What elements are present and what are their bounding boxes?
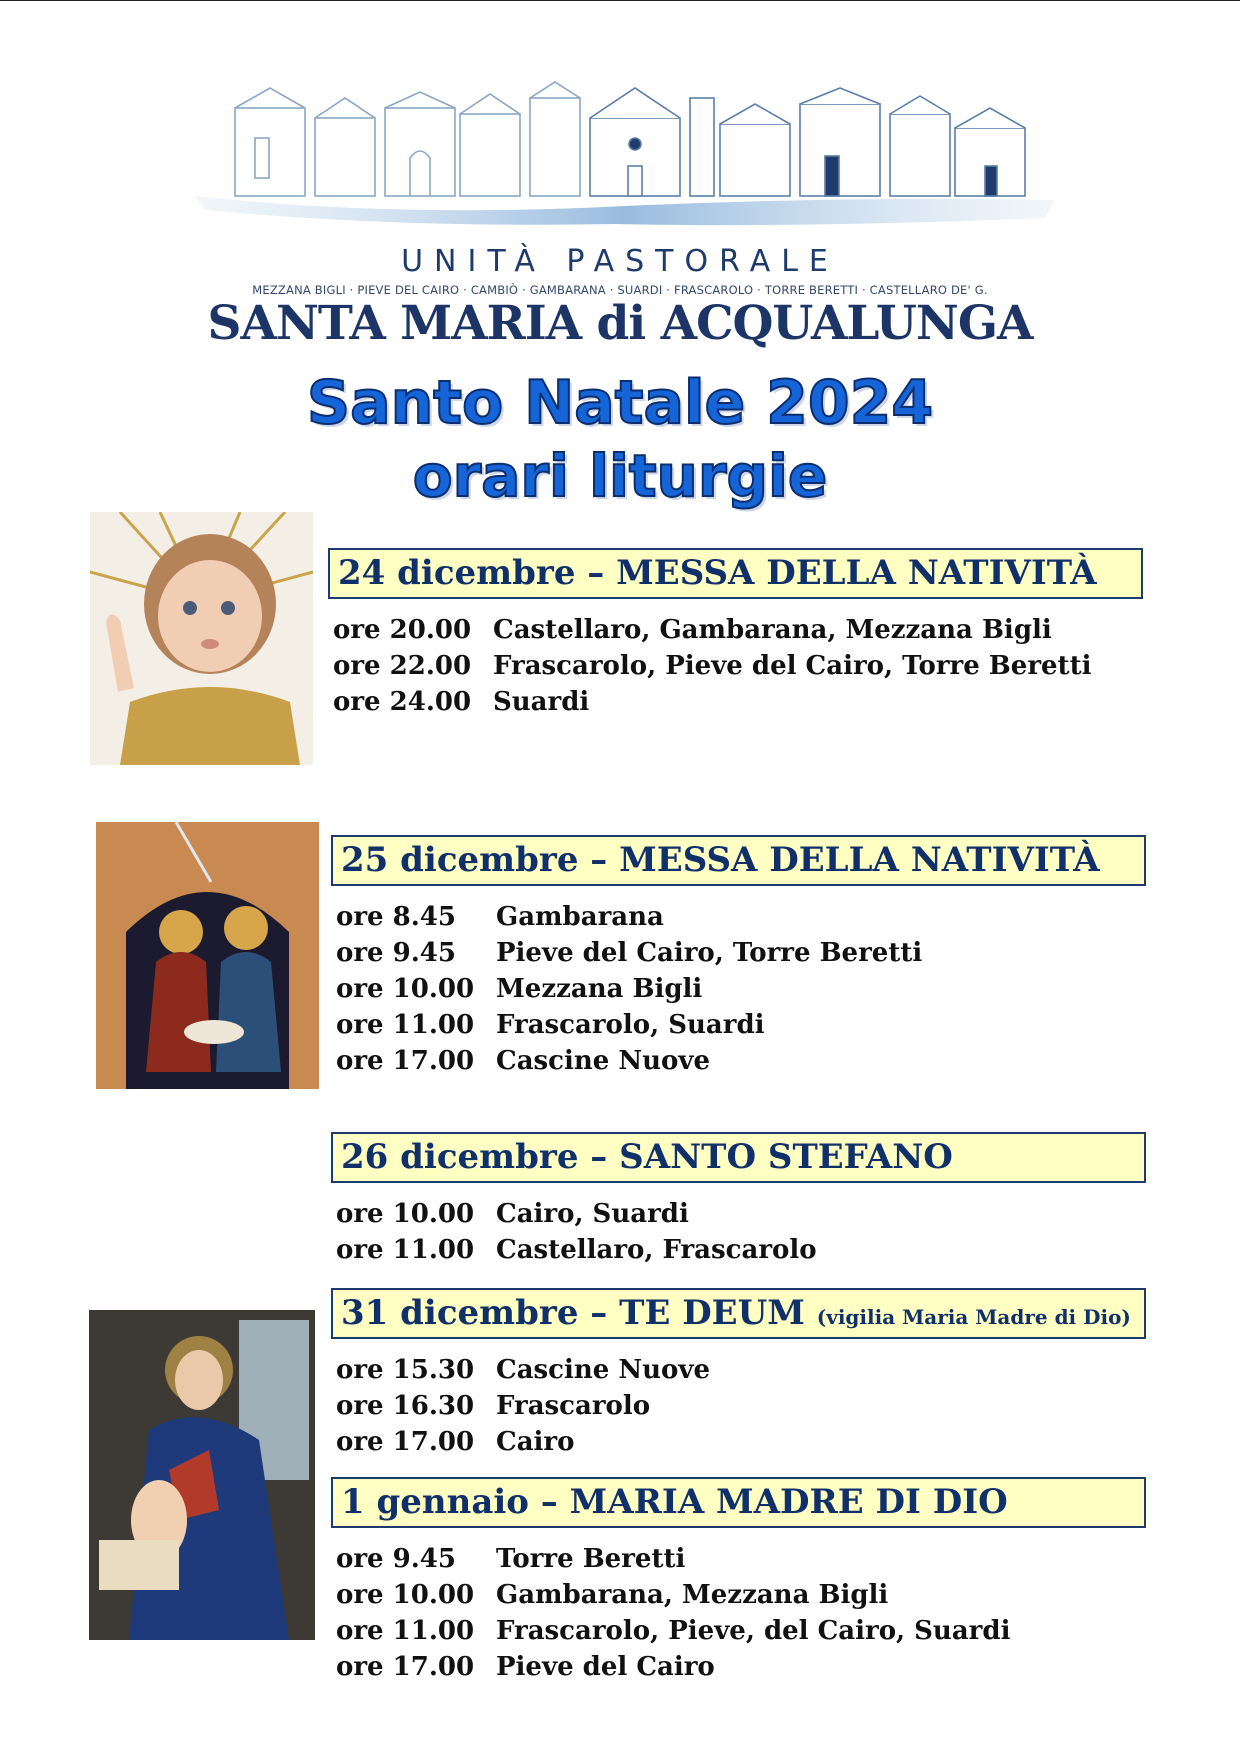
schedule-row xyxy=(336,1424,710,1460)
section-subtitle: (vigilia Maria Madre di Dio) xyxy=(816,1305,1131,1329)
main-subtitle: orari liturgie xyxy=(412,442,828,510)
schedule-row xyxy=(336,1388,710,1424)
place: Frascarolo, Suardi xyxy=(496,1010,765,1040)
place: Gambarana xyxy=(496,902,664,932)
time: ore 17.00 xyxy=(336,1427,475,1457)
place: Cascine Nuove xyxy=(496,1355,711,1385)
schedule-jan1 xyxy=(336,1541,1010,1685)
time: ore 11.00 xyxy=(336,1235,475,1265)
time: ore 10.00 xyxy=(336,1580,475,1610)
time: ore 15.30 xyxy=(336,1355,475,1385)
time: ore 16.30 xyxy=(336,1391,475,1421)
schedule-row xyxy=(333,684,1091,720)
schedule-row xyxy=(336,1043,922,1079)
schedule-row xyxy=(336,899,922,935)
time: ore 11.00 xyxy=(336,1616,475,1646)
schedule-dec25 xyxy=(336,899,922,1079)
section-header-dec26 xyxy=(331,1132,1146,1183)
section-title: 31 dicembre – TE DEUM xyxy=(341,1293,805,1333)
place: Frascarolo, Pieve del Cairo, Torre Beretti xyxy=(493,651,1092,681)
place: Pieve del Cairo xyxy=(496,1652,715,1682)
place: Cairo, Suardi xyxy=(496,1199,689,1229)
schedule-row xyxy=(336,1541,1010,1577)
time: ore 20.00 xyxy=(333,615,472,645)
unit-name: SANTA MARIA di ACQUALUNGA xyxy=(207,296,1033,351)
schedule-row xyxy=(336,1613,1010,1649)
schedule-row xyxy=(336,1649,1010,1685)
place: Pieve del Cairo, Torre Beretti xyxy=(496,938,923,968)
place: Castellaro, Gambarana, Mezzana Bigli xyxy=(493,615,1052,645)
top-border xyxy=(0,0,1240,1)
section-header-dec24 xyxy=(328,548,1143,599)
time: ore 9.45 xyxy=(336,938,456,968)
schedule-row xyxy=(333,648,1091,684)
nativity-icon-image xyxy=(96,822,319,1089)
schedule-row xyxy=(336,1577,1010,1613)
section-title: 25 dicembre – MESSA DELLA NATIVITÀ xyxy=(341,840,1100,880)
madonna-painting-image xyxy=(89,1310,315,1640)
time: ore 11.00 xyxy=(336,1010,475,1040)
time: ore 22.00 xyxy=(333,651,472,681)
main-title: Santo Natale 2024 xyxy=(306,368,934,438)
place: Torre Beretti xyxy=(496,1544,686,1574)
place: Castellaro, Frascarolo xyxy=(496,1235,817,1265)
schedule-dec26 xyxy=(336,1196,817,1268)
section-title: 1 gennaio – MARIA MADRE DI DIO xyxy=(341,1482,1008,1522)
section-title: 26 dicembre – SANTO STEFANO xyxy=(341,1137,953,1177)
unit-label: UNITÀ PASTORALE xyxy=(401,244,839,279)
time: ore 8.45 xyxy=(336,902,456,932)
place: Frascarolo, Pieve, del Cairo, Suardi xyxy=(496,1616,1011,1646)
section-header-dec31 xyxy=(331,1288,1146,1339)
parish-list: MEZZANA BIGLI · PIEVE DEL CAIRO · CAMBIÒ · GAMBARANA · SUARDI · FRASCAROLO · TORRE BERETTI · CASTELLARO DE' G. xyxy=(252,283,988,297)
time: ore 17.00 xyxy=(336,1652,475,1682)
schedule-dec31 xyxy=(336,1352,710,1460)
place: Cascine Nuove xyxy=(496,1046,711,1076)
schedule-dec24 xyxy=(333,612,1091,720)
schedule-row xyxy=(336,1232,817,1268)
schedule-row xyxy=(336,1352,710,1388)
church-skyline-logo xyxy=(195,78,1055,228)
place: Gambarana, Mezzana Bigli xyxy=(496,1580,889,1610)
place: Mezzana Bigli xyxy=(496,974,703,1004)
time: ore 10.00 xyxy=(336,974,475,1004)
schedule-row xyxy=(333,612,1091,648)
section-header-jan1 xyxy=(331,1477,1146,1528)
schedule-row xyxy=(336,1196,817,1232)
time: ore 17.00 xyxy=(336,1046,475,1076)
schedule-row xyxy=(336,971,922,1007)
place: Suardi xyxy=(493,687,590,717)
time: ore 10.00 xyxy=(336,1199,475,1229)
time: ore 24.00 xyxy=(333,687,472,717)
place: Frascarolo xyxy=(496,1391,651,1421)
time: ore 9.45 xyxy=(336,1544,456,1574)
schedule-row xyxy=(336,1007,922,1043)
section-header-dec25 xyxy=(331,835,1146,886)
section-title: 24 dicembre – MESSA DELLA NATIVITÀ xyxy=(338,553,1097,593)
schedule-row xyxy=(336,935,922,971)
infant-jesus-image xyxy=(90,512,313,765)
place: Cairo xyxy=(496,1427,575,1457)
